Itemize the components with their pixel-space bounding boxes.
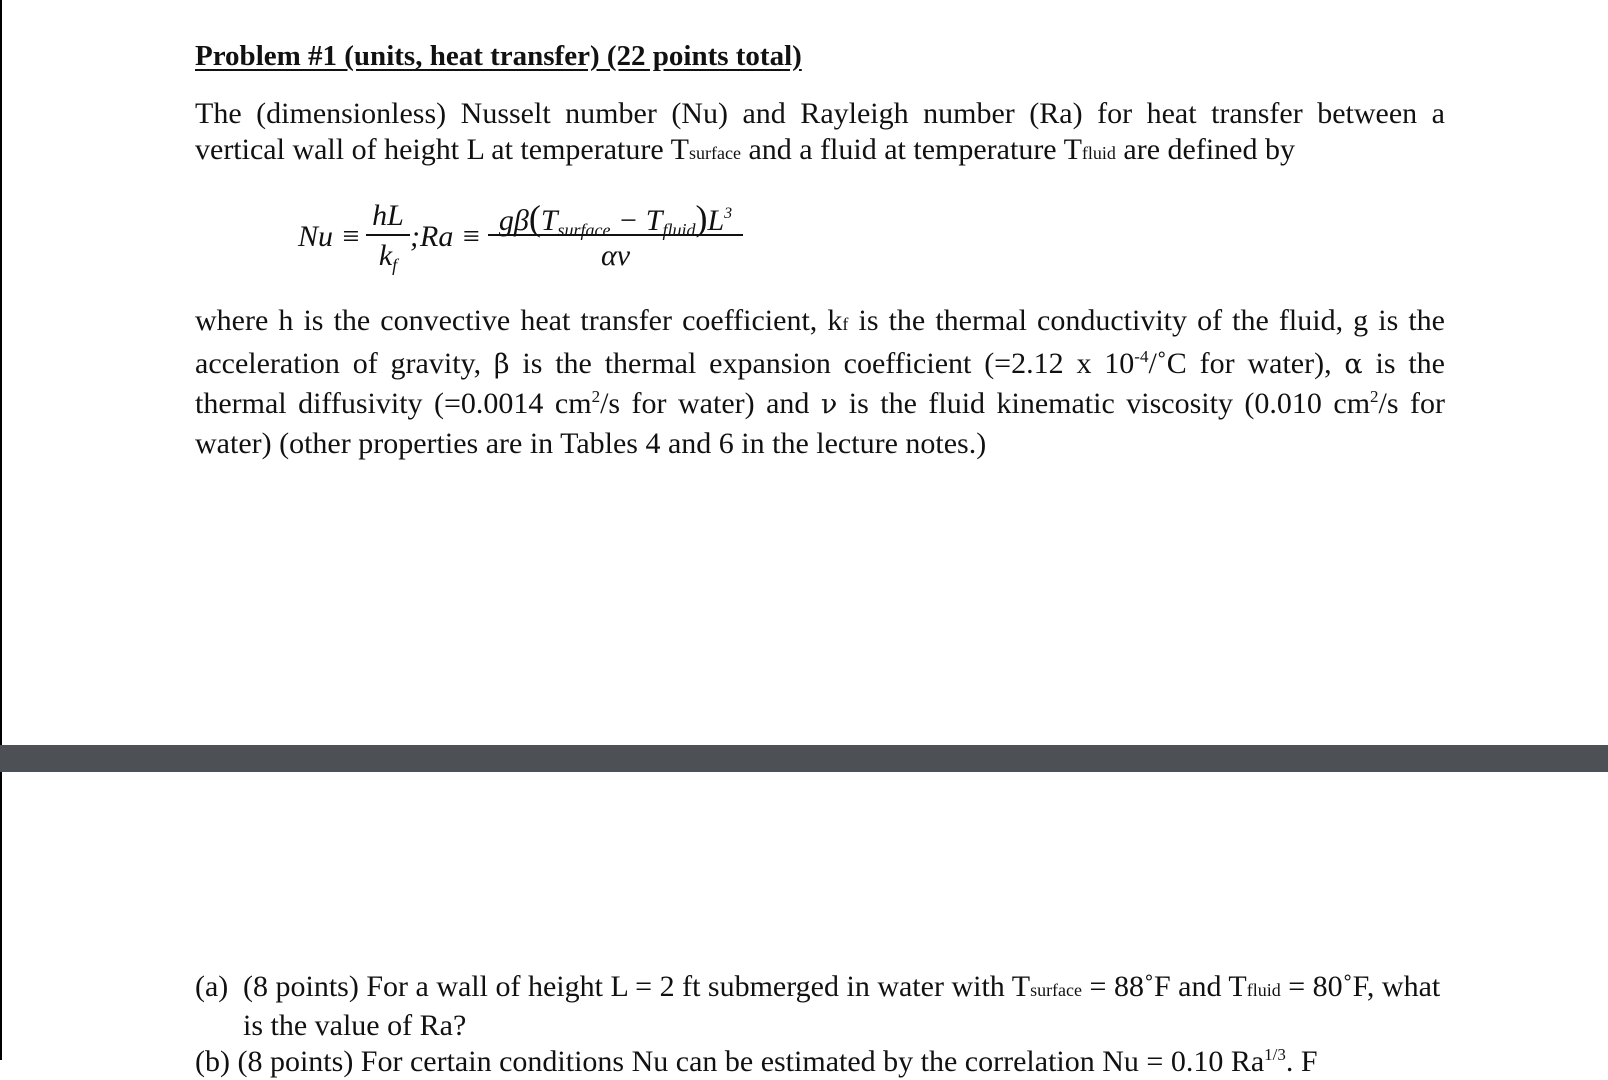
nusselt-rayleigh-equation	[298, 188, 758, 288]
definitions-paragraph: where h is the convective heat transfer coefficient, kf is the thermal conductivity of the fluid, g is the acceleration of gravity, β is the thermal expansion coefficient (=2.12 x $10^{-4}/˚C$ for water), α is the thermal diffusivity (=0.0014 $cm^2/s$ for water) and ν is the fluid kinematic viscosity (0.010 $cm^2/s$ for water) (other properties are in Tables 4 and 6 in the lecture notes.)	[195, 304, 1446, 460]
nu-lhs: Nu ≡	[298, 220, 361, 253]
part-b-question-cut-off: (b) (8 points) For certain conditions Nu can be estimated by the correlation Nu = 0.10 $Ra^{1/3}$. F	[195, 1045, 1318, 1078]
intro-paragraph: The (dimensionless) Nusselt number (Nu) and Rayleigh number (Ra) for heat transfer between a vertical wall of height L at temperature Tsurface and a fluid at temperature Tfluid are defined by	[195, 97, 1445, 166]
ra-fraction: $g\beta(T_{surface} - T_{fluid})L^3$ αν	[488, 194, 743, 276]
part-a-text: (8 points) For a wall of height L = 2 ft submerged in water with Tsurface = 88˚F and Tfluid = 80˚F, what is the value of Ra?	[243, 970, 1441, 1042]
ra-lhs: ;Ra ≡	[410, 220, 482, 253]
part-a-label: (a)	[195, 970, 229, 1003]
page-separator	[0, 745, 1608, 772]
nu-fraction: hL $k_f$	[366, 198, 410, 276]
problem-title: Problem #1 (units, heat transfer) (22 points total)	[195, 40, 802, 72]
